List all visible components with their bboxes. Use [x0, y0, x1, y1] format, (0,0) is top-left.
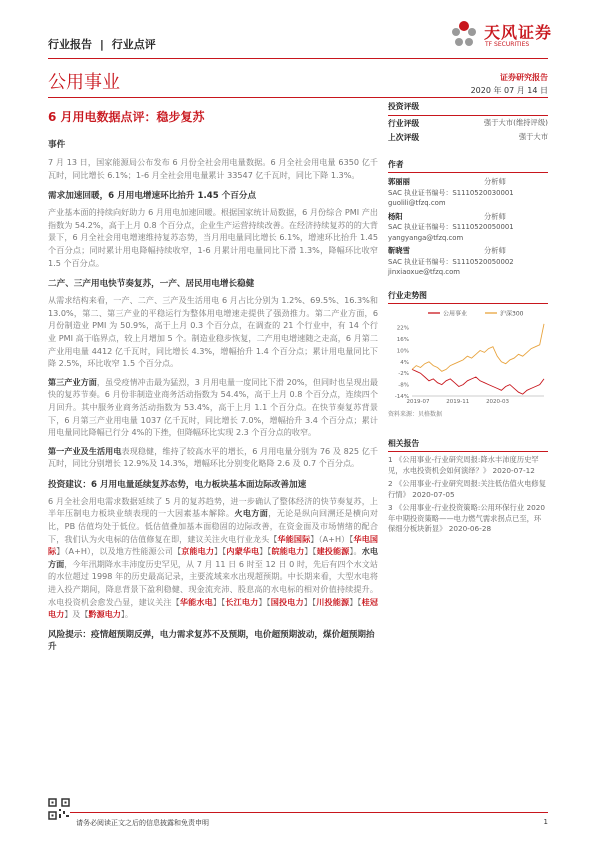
related-report-text: 《公用事业-行业研究周报:降水丰沛度历史罕见，水电投资机会如何演绎？》 2020-07-12: [388, 455, 539, 475]
stock-name: 桂冠电力: [48, 596, 378, 620]
y-tick-label: 10%: [396, 347, 409, 354]
logo-flower-icon: [448, 18, 480, 50]
breadcrumb-separator: |: [99, 38, 104, 51]
industry-title: 公用事业: [48, 72, 120, 93]
qr-code-icon: [48, 798, 70, 820]
y-tick-label: 22%: [396, 325, 409, 332]
x-tick-label: 2019-11: [446, 398, 470, 405]
related-report-no: 3: [388, 503, 393, 512]
author-name: 杨阳: [388, 211, 403, 221]
footer-divider: [48, 812, 548, 813]
related-report-item[interactable]: [388, 479, 548, 500]
stock-name: 川投能源: [316, 596, 350, 607]
industry-trend-chart: [388, 306, 548, 406]
section-4-paragraph: [48, 445, 378, 470]
chart-x-axis: [407, 396, 544, 405]
section-5-title: 投资建议：6 月用电量延续复苏态势，电力板块基本面边际改善加速: [48, 479, 307, 490]
x-tick-label: 2019-07: [406, 398, 430, 405]
stock-name: 皖能电力: [271, 546, 305, 557]
author-email[interactable]: yangyanga@tfzq.com: [388, 233, 464, 242]
section-5-hydro-lead: 水电方面: [48, 546, 379, 569]
rating-prev-value: 强于大市: [518, 132, 548, 141]
author-role: 分析师: [484, 246, 506, 255]
breadcrumb-industry-review: 行业点评: [111, 38, 156, 51]
page-number: 1: [543, 818, 548, 826]
section-3-paragraph: [48, 376, 378, 439]
logo: [448, 14, 558, 54]
related-report-item[interactable]: [388, 455, 548, 476]
author-item: [388, 246, 548, 278]
related-report-text: 《公用事业-行业投资策略:公用环保行业 2020 年中期投资策略——电力燃气需求拐点已至，环保细分板块新显》 2020-06-28: [388, 503, 546, 533]
section-event-text: 7 月 13 日，国家能源局公布发布 6 月份全社会用电量数据。6 月全社会用电量 6350 亿千瓦时，同比增长 6.1%；1-6 月全社会用电量累计 33547 亿千瓦时，同比下降 1.3%。: [48, 157, 378, 180]
risk-warning: 风险提示：疫情超预期反弹，电力需求复苏不及预期，电价超预期波动，煤价超预期抬升: [48, 629, 375, 653]
related-report-text: 《公用事业-行业研究周报:关注低估值火电修复行情》 2020-07-05: [388, 479, 547, 499]
series-line-2: [412, 323, 544, 370]
section-4-text: 表现稳健，维持了较高水平的增长，6 月用电量分别为 76 及 825 亿千瓦时，同比分别增长 12.9%及 14.3%，增幅环比分别变化略降 2.6 及 0.7 个百分点。: [48, 445, 378, 469]
author-item: [388, 177, 548, 209]
stock-name: 建投能源: [316, 546, 350, 557]
x-tick-label: 2020-03: [486, 398, 510, 405]
header-divider: [48, 58, 548, 59]
chart-source: 资料来源：贝格数据: [388, 410, 443, 418]
y-tick-label: 4%: [400, 359, 409, 366]
section-5-paragraph: 6 月全社会用电需求数据延续了 5 月的复苏趋势，进一步确认了整体经济的快节奏复苏，上半年压制电力板块业绩表现的一大因素基本解除。火电方面，无论是纵向回溯还是横向对比，PB 估值均处于低位。低估值叠加基本面稳固的边际改善，在资金面及市场情绪的配合下，我们认为火电标的估值修复在即，建议关注火电行业龙头【华能国际】（A+H）【华电国际】（A+H），以及地方性能源公司【京能电力】【内蒙华电】【皖能电力】【建投能源】。水电方面，今年汛期降水丰沛度历史罕见，从 7 月 11 日 6 时至 12 日 0 时，先后有四个水文站的水位超过 1998 年的历史最高记录，主要流域来水出现超预期。中长期来看，大型水电将进入投产期间，降息背景下盈利稳健、现金流充沛、股息高的水电标的相对价值持续提升。水电投资机会愈发凸显，建议关注【华能水电】【长江电力】【国投电力】【川投能源】【桂冠电力】及【黔源电力】。: [48, 495, 379, 620]
related-heading: 相关报告: [388, 439, 420, 448]
author-cert: SAC 执业证书编号：S1110520050001: [388, 223, 514, 231]
stock-name: 内蒙华电: [226, 546, 260, 557]
related-list: [388, 455, 548, 535]
chart-divider: [388, 303, 548, 304]
author-item: [388, 212, 548, 244]
legend-label-series-1: 公用事业: [443, 310, 468, 317]
title-divider: [48, 97, 548, 98]
y-tick-label: -14%: [394, 393, 409, 400]
author-role: 分析师: [484, 177, 506, 186]
sidebar: [388, 100, 548, 538]
author-email[interactable]: guolili@tfzq.com: [388, 199, 446, 207]
section-1-title: 需求加速回暖，6 月用电增速环比抬升 1.45 个百分点: [48, 191, 257, 202]
related-divider: [388, 451, 548, 452]
logo-text-cn: 天风证券: [484, 23, 553, 42]
chart-heading: 行业走势图: [388, 290, 427, 300]
y-tick-label: -8%: [398, 382, 409, 389]
author-email[interactable]: jinxiaoxue@tfzq.com: [388, 268, 461, 276]
y-tick-label: 16%: [396, 336, 409, 343]
author-cert: SAC 执业证书编号：S1110520050002: [388, 257, 514, 266]
author-role: 分析师: [484, 211, 506, 221]
footer-disclaimer: 请务必阅读正文之后的信息披露和免责申明: [76, 819, 209, 827]
section-3-lead: 第三产业方面: [48, 376, 97, 387]
rating-divider: [388, 115, 548, 116]
author-name: 郭丽丽: [388, 177, 410, 186]
chart-y-axis: [395, 325, 409, 399]
rating-industry-value: 强于大市(维持评级): [483, 118, 548, 127]
report-date: 2020 年 07 月 14 日: [470, 86, 548, 95]
section-2-title: 二产、三产用电快节奏复苏，一产、居民用电增长稳健: [48, 279, 255, 290]
section-5-text-c: 以及地方性能源公司【: [99, 546, 182, 557]
logo-text-en: TF SECURITIES: [485, 41, 530, 48]
main-column: [48, 138, 378, 654]
section-2-text: 从需求结构来看，一产、二产、三产及生活用电 6 月占比分别为 1.2%、69.5%、16.3%和 13.0%，第二、第三产业的平稳运行为整体用电增速走提供了强劲推力。第二产业方面，6 月份制造业 PMI 为 50.9%，高于上月 0.3 个百分点，在调查的 21 个行业中，有 14 个行业 PMI 高于临界点，较上月增加 5 个。制造业稳步恢复，二产用电增速随之走高，6 月第二产业用电量 4412 亿千瓦时，同比增长 4.3%，增幅抬升 1.4 个百分点；累计用电量同比下降 2.5%，环比收窄 1.5 个百分点。: [48, 295, 378, 369]
authors-heading: 作者: [388, 160, 404, 169]
section-5-text-b: ，无论是纵向回溯还是横向对比，PB 估值均处于低位。低估值叠加基本面稳固的边际改善，在资金面及市场情绪的配合下，我们认为火电标的估值修复在即，建议关注火电行业龙头【: [48, 508, 378, 544]
stock-name: 黔源电力: [88, 609, 121, 620]
author-cert: SAC 执业证书编号：S1110520030001: [388, 188, 514, 197]
breadcrumb-industry-report: 行业报告: [48, 38, 92, 51]
rating-row-industry: [388, 118, 548, 129]
section-event-title: 事件: [48, 140, 66, 150]
chart-plot-area: [412, 323, 544, 393]
section-1-text: 产业基本面的持续向好助力 6 月用电加速回暖。根据国家统计局数据，6 月份综合 PMI 产出指数为 54.2%，高于上月 0.8 个百分点，企业生产运营持续改善。在经济持续复苏的的大背景下，6 月全社会用电增速维持复苏态势，当月用电量同比增长 6.1%，增速环比抬升 1.45 个百分点；同时累计用电降幅持续收窄，1-6 月累计用电量同比下滑 1.3%，降幅环比收窄 1.5 个百分点。: [48, 207, 378, 268]
author-name: 靳晓雪: [388, 246, 410, 255]
chart-legend: [428, 309, 524, 317]
section-3-text: ，虽受疫情冲击最为猛烈，3 月用电量一度同比下滑 20%，但同时也呈现出最快的复苏节奏。6 月份非制造业商务活动指数为 54.4%，高于上月 0.8 个百分点，连续四个月回升。其中服务业商务活动指数为 53.4%，高于上月 1.1 个百分点。在快节奏复苏背景下，6 月第三产业用电量 1037 亿千瓦时，同比增长 7.0%，增幅抬升 3.4 个百分点；累计用电量同比降幅已行分 4%的下挫，但降幅环比实现 2.3 个百分点的收窄。: [48, 376, 378, 438]
section-5-text-a: 6 月全社会用电需求数据延续了 5 月的复苏趋势，进一步确认了整体经济的快节奏复苏，上半年压制电力板块业绩表现的一大因素基本解除。: [48, 495, 378, 519]
section-5-text-d: ，今年汛期降水丰沛度历史罕见，从 7 月 11 日 6 时至 12 日 0 时，先后有四个水文站的水位超过 1998 年的历史最高记录，主要流域来水出现超预期。中长期来看，大型水电将进入投产期间，降息背景下盈利稳健、现金流充沛、股息高的水电标的相对价值持续提升。水电投资机会愈发凸显，建议关注【: [48, 558, 378, 607]
section-5-thermal-lead: 火电方面: [234, 508, 269, 519]
section-4-lead: 第一产业及生活用电: [48, 445, 122, 456]
stock-name: 长江电力: [225, 596, 259, 607]
related-report-no: 1: [388, 455, 393, 464]
rating-heading: 投资评级: [388, 102, 420, 111]
related-report-item[interactable]: [388, 503, 548, 535]
report-type: 证券研究报告: [500, 73, 548, 82]
author-list: [388, 177, 548, 278]
stock-name: 京能电力: [181, 546, 215, 557]
rating-row-prev: [388, 132, 548, 143]
legend-label-series-2: 沪深300: [500, 310, 524, 317]
stock-name: 国投电力: [270, 596, 304, 607]
y-tick-label: -2%: [398, 370, 409, 377]
stock-name: 华能水电: [179, 596, 213, 607]
rating-prev-label: 上次评级: [388, 133, 420, 142]
rating-industry-label: 行业评级: [388, 119, 420, 128]
series-line-1: [412, 369, 544, 394]
related-report-no: 2: [388, 479, 393, 488]
breadcrumb: [48, 36, 156, 52]
stock-name: 华电国际: [48, 533, 378, 557]
authors-divider: [388, 172, 548, 173]
stock-name: 华能国际: [277, 533, 311, 544]
report-title: 6 月用电数据点评：稳步复苏: [48, 110, 205, 124]
